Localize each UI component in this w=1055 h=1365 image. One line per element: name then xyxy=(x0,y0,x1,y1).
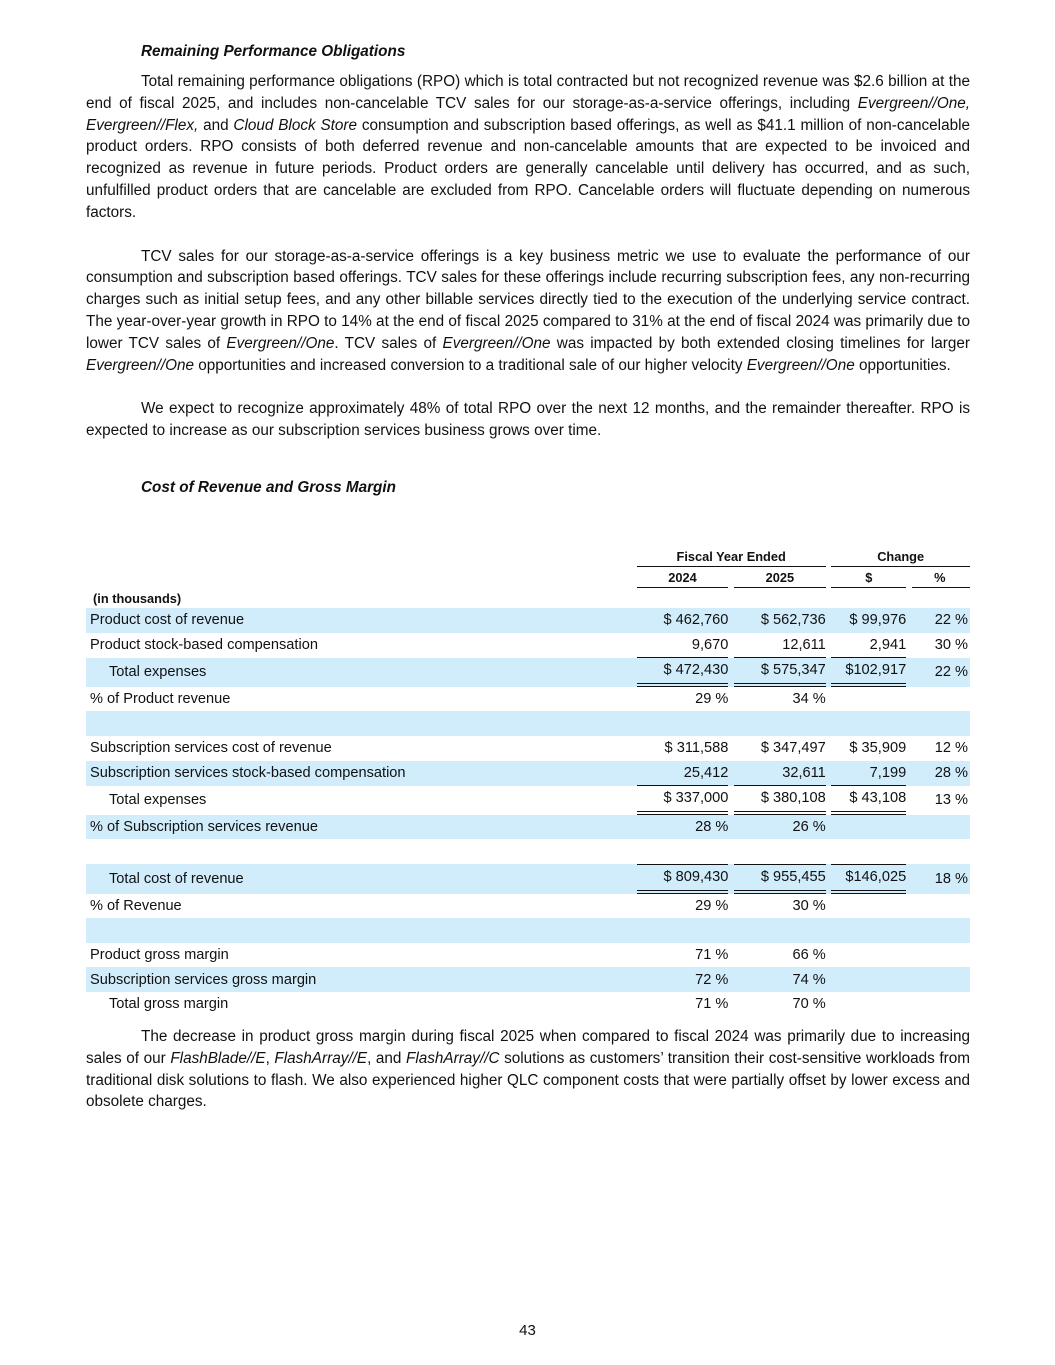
change-pct xyxy=(912,894,970,919)
text-run: opportunities and increased conversion to a traditional sale of our higher velocity xyxy=(194,356,747,374)
value-2024: 29 % xyxy=(695,691,729,708)
change-pct: 13 % xyxy=(934,792,968,809)
value-2025 xyxy=(734,711,826,736)
row-label xyxy=(86,918,631,943)
table-row xyxy=(86,894,970,919)
value-2024 xyxy=(637,918,729,943)
table-row xyxy=(86,608,970,633)
italic-text: Evergreen//One xyxy=(86,356,194,374)
italic-text: FlashArray//E xyxy=(274,1049,368,1067)
change-pct xyxy=(912,687,970,712)
cost-heading: Cost of Revenue and Gross Margin xyxy=(141,478,396,496)
italic-text: Evergreen//One xyxy=(746,356,855,374)
table-row xyxy=(86,711,970,736)
value-2025: 32,611 xyxy=(734,761,826,787)
table-row xyxy=(86,967,970,992)
header-2025: 2025 xyxy=(734,567,826,588)
value-2024: 28 % xyxy=(637,815,729,840)
text-run: consumption and subscription based offerings, as well as $41.1 million of non-cancelable product orders. RPO consists of both deferred revenue and non-cancelable amounts that are expected to be invoiced and recognized as revenue in future periods. Product orders are generally cancelable until delivery has occurred, and as such, unfulfilled product orders that are cancelable are excluded from RPO. Cancelable orders will fluctuate depending on numerous factors. xyxy=(86,116,970,221)
value-2025: 74 % xyxy=(734,967,826,992)
change-dollar: 2,941 xyxy=(831,633,906,659)
table-row xyxy=(86,943,970,968)
italic-text: Evergreen//One, Evergreen//Flex, xyxy=(86,94,970,134)
row-label: % of Revenue xyxy=(90,897,182,914)
table-row xyxy=(86,918,970,943)
text-run: , xyxy=(265,1049,275,1067)
change-dollar xyxy=(831,943,906,968)
italic-text: Evergreen//One xyxy=(226,334,335,352)
change-pct: 22 % xyxy=(912,608,970,633)
value-2024: $ 462,760 xyxy=(637,608,729,633)
row-label: Product cost of revenue xyxy=(86,608,631,633)
value-2024: 25,412 xyxy=(637,761,729,787)
change-dollar xyxy=(831,839,906,864)
change-pct: 28 % xyxy=(912,761,970,787)
change-dollar xyxy=(831,992,906,1017)
italic-text: FlashBlade//E xyxy=(170,1049,266,1067)
row-label: Subscription services gross margin xyxy=(86,967,631,992)
table-row xyxy=(86,786,970,815)
value-2024: 72 % xyxy=(637,967,729,992)
row-label: Total expenses xyxy=(86,658,631,687)
change-dollar: 7,199 xyxy=(831,761,906,787)
change-dollar xyxy=(831,687,906,712)
text-run: The decrease in product gross margin during fiscal 2025 when compared to fiscal 2024 was primarily due to increasing sales of our xyxy=(86,1028,970,1067)
change-dollar xyxy=(831,711,906,736)
row-label: Total expenses xyxy=(109,792,207,809)
value-2024: $ 337,000 xyxy=(637,786,729,815)
value-2025: $ 380,108 xyxy=(734,786,826,815)
table-row xyxy=(86,633,970,659)
italic-text: FlashArray//C xyxy=(406,1049,500,1067)
value-2024 xyxy=(637,711,729,736)
change-pct xyxy=(912,815,970,840)
text-run: We expect to recognize approximately 48% of total RPO over the next 12 months, and the remainder thereafter. RPO is expected to increase as our subscription services business grows over time. xyxy=(86,400,970,440)
change-pct xyxy=(912,992,970,1017)
row-label: Subscription services stock-based compensation xyxy=(86,761,631,787)
change-pct xyxy=(912,918,970,943)
change-dollar xyxy=(831,815,906,840)
table-row xyxy=(86,839,970,864)
document-body xyxy=(86,40,970,507)
italic-text: Evergreen//One xyxy=(442,334,551,352)
row-label: % of Product revenue xyxy=(90,691,231,708)
header-fiscal-year-ended: Fiscal Year Ended xyxy=(637,546,826,567)
table-row xyxy=(86,992,970,1017)
table-row xyxy=(86,815,970,840)
row-label: Product stock-based compensation xyxy=(90,637,318,654)
text-run: opportunities. xyxy=(854,356,951,374)
rpo-paragraph xyxy=(86,71,970,224)
table-body xyxy=(86,608,970,1017)
text-run: and xyxy=(198,116,234,134)
rpo-heading: Remaining Performance Obligations xyxy=(141,43,406,60)
tcv-paragraph xyxy=(86,246,970,377)
italic-text: Cloud Block Store xyxy=(233,116,358,134)
value-2025: $ 955,455 xyxy=(734,864,826,894)
value-2025: 34 % xyxy=(792,691,826,708)
rpo-expectation-paragraph xyxy=(86,398,970,442)
change-dollar: $ 35,909 xyxy=(849,740,907,757)
text-run: , and xyxy=(367,1049,406,1067)
row-label: % of Subscription services revenue xyxy=(86,815,631,840)
change-pct: 22 % xyxy=(912,658,970,687)
change-pct xyxy=(912,967,970,992)
header-change-dollar: $ xyxy=(831,567,906,588)
table-row xyxy=(86,864,970,894)
value-2025: 70 % xyxy=(792,996,826,1013)
change-pct: 12 % xyxy=(934,740,968,757)
change-dollar: $ 99,976 xyxy=(831,608,906,633)
value-2024: 71 % xyxy=(695,947,729,964)
value-2025: 12,611 xyxy=(734,633,826,659)
row-label xyxy=(86,839,631,864)
value-2024: $ 311,588 xyxy=(664,740,729,757)
change-pct: 30 % xyxy=(934,637,968,654)
value-2024: 9,670 xyxy=(637,633,729,659)
gross-margin-paragraph xyxy=(86,1026,970,1113)
value-2025: 30 % xyxy=(792,897,826,914)
value-2025 xyxy=(734,918,826,943)
change-pct xyxy=(912,711,970,736)
header-2024: 2024 xyxy=(637,567,729,588)
header-change-pct: % xyxy=(912,567,970,588)
change-pct xyxy=(912,943,970,968)
value-2024: $ 809,430 xyxy=(637,864,729,894)
change-dollar xyxy=(831,918,906,943)
value-2024: $ 472,430 xyxy=(637,658,729,687)
value-2025: $ 347,497 xyxy=(760,740,826,757)
value-2025: 26 % xyxy=(734,815,826,840)
text-run: TCV sales for our storage-as-a-service offerings is a key business metric we use to evaluate the performance of our consumption and subscription based offerings. TCV sales for these offerings include recurring subscription fees, any non-recurring charges such as initial setup fees, and any other billable services directly tied to the execution of the underlying service contract. The year-over-year growth in RPO to 14% at the end of fiscal 2025 compared to 31% at the end of fiscal 2024 was primarily due to lower TCV sales of xyxy=(86,247,970,352)
text-run: was impacted by both extended closing timelines for larger xyxy=(550,334,970,352)
value-2025: $ 575,347 xyxy=(734,658,826,687)
change-dollar xyxy=(831,967,906,992)
table-row xyxy=(86,658,970,687)
change-pct xyxy=(912,839,970,864)
change-dollar: $ 43,108 xyxy=(831,786,906,815)
row-label xyxy=(86,711,631,736)
header-change: Change xyxy=(831,546,970,567)
table-row xyxy=(86,687,970,712)
units-label: (in thousands) xyxy=(93,590,182,606)
row-label: Total gross margin xyxy=(109,996,229,1013)
cost-of-revenue-table xyxy=(86,546,970,1017)
table-row xyxy=(86,736,970,761)
table-row xyxy=(86,761,970,787)
change-dollar xyxy=(831,894,906,919)
value-2025 xyxy=(734,839,826,864)
text-run: solutions as customers’ transition their cost-sensitive workloads from traditional disk solutions to flash. We also experienced higher QLC component costs that were partially offset by lower excess and obsolete charges. xyxy=(86,1049,971,1111)
text-run: . TCV sales of xyxy=(334,334,443,352)
row-label: Total cost of revenue xyxy=(86,864,631,894)
page-number: 43 xyxy=(519,1322,536,1339)
value-2024: 29 % xyxy=(695,897,729,914)
change-pct: 18 % xyxy=(912,864,970,894)
change-dollar: $102,917 xyxy=(831,658,906,687)
value-2024 xyxy=(637,839,729,864)
value-2025: 66 % xyxy=(792,947,826,964)
value-2025: $ 562,736 xyxy=(734,608,826,633)
text-run: Total remaining performance obligations (RPO) which is total contracted but not recognized revenue was $2.6 billion at the end of fiscal 2025, and includes non-cancelable TCV sales for our storage-as-a-service offerings, including xyxy=(86,73,970,112)
value-2024: 71 % xyxy=(695,996,729,1013)
change-dollar: $146,025 xyxy=(831,864,906,894)
row-label: Subscription services cost of revenue xyxy=(90,740,332,757)
row-label: Product gross margin xyxy=(90,947,229,964)
closing-section xyxy=(86,1026,970,1135)
